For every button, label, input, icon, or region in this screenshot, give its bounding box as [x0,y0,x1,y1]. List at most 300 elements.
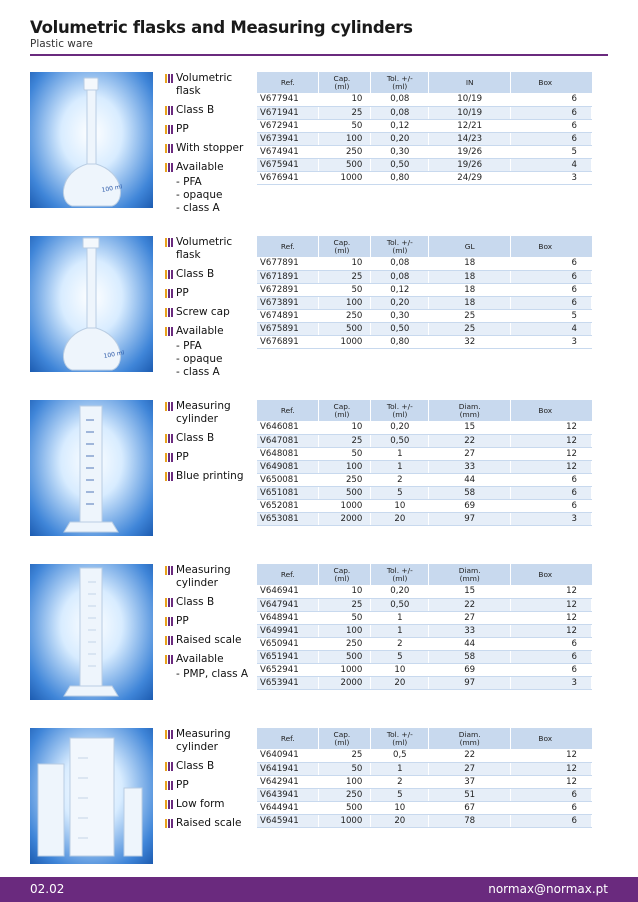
table-header-row [257,564,592,585]
cell-tolerance: 2 [371,473,429,486]
product-section [30,236,608,376]
feature-label: Volumetric flask [176,236,233,261]
cell-box: 6 [511,106,592,119]
bullet-icon [165,781,173,790]
feature-sublist [165,668,257,681]
cell-capacity: 2000 [319,512,371,525]
cell-size: 27 [429,611,511,624]
header-tolerance: Tol. +/- (ml) [371,72,429,93]
cell-tolerance: 20 [371,512,429,525]
feature-list [165,564,257,681]
feature-subitem: - PMP, class A [176,668,249,680]
cell-tolerance: 0,50 [371,158,429,171]
feature-label: PP [176,779,189,791]
feature-label: Measuring cylinder [176,400,231,425]
cell-size: 19/26 [429,145,511,158]
header-capacity: Cap. (ml) [319,728,371,749]
table-row [257,676,592,689]
feature-item [165,451,257,464]
table-row [257,283,592,296]
cell-ref: V646941 [257,585,319,598]
cell-box: 6 [511,257,592,270]
cell-box: 6 [511,499,592,512]
cell-ref: V640941 [257,749,319,762]
cell-ref: V653081 [257,512,319,525]
cell-box: 6 [511,486,592,499]
cell-ref: V653941 [257,676,319,689]
feature-label: Class B [176,104,215,116]
feature-item [165,760,257,773]
cell-box: 4 [511,158,592,171]
feature-list [165,236,257,379]
product-section [30,728,608,868]
cell-box: 6 [511,801,592,814]
cell-size: 58 [429,650,511,663]
feature-item [165,123,257,136]
feature-item [165,236,257,262]
cell-ref: V645941 [257,814,319,827]
cell-box: 12 [511,447,592,460]
cell-capacity: 1000 [319,171,371,184]
cell-tolerance: 0,5 [371,749,429,762]
cell-size: 24/29 [429,171,511,184]
cell-size: 97 [429,676,511,689]
feature-subitem: - class A [176,202,220,214]
cell-capacity: 2000 [319,676,371,689]
feature-label: Class B [176,760,215,772]
table-row [257,663,592,676]
cell-box: 6 [511,650,592,663]
table-row [257,749,592,762]
feature-label: Available [176,161,224,173]
page-number: 02.02 [30,882,65,896]
table-row [257,473,592,486]
spec-table [257,400,592,526]
product-photo [30,564,153,700]
cell-size: 22 [429,434,511,447]
svg-text:100 ml: 100 ml [101,183,123,194]
feature-label: Class B [176,432,215,444]
feature-sublist [165,176,257,215]
cell-box: 12 [511,585,592,598]
cell-tolerance: 20 [371,814,429,827]
cell-box: 3 [511,171,592,184]
table-row [257,93,592,106]
table-row [257,460,592,473]
cell-ref: V648941 [257,611,319,624]
cell-tolerance: 0,12 [371,119,429,132]
cell-ref: V671891 [257,270,319,283]
cell-box: 5 [511,145,592,158]
cell-capacity: 250 [319,145,371,158]
cell-box: 6 [511,93,592,106]
feature-item [165,615,257,628]
header-ref: Ref. [257,236,319,257]
cell-size: 25 [429,309,511,322]
cell-tolerance: 20 [371,676,429,689]
footer-email[interactable]: normax@normax.pt [488,882,608,896]
cell-capacity: 100 [319,460,371,473]
table-row [257,650,592,663]
header-box: Box [511,400,592,421]
table-row [257,119,592,132]
cell-tolerance: 0,08 [371,270,429,283]
cell-tolerance: 0,08 [371,257,429,270]
cell-capacity: 1000 [319,663,371,676]
cell-tolerance: 1 [371,762,429,775]
cell-tolerance: 10 [371,499,429,512]
spec-table [257,72,592,185]
header-box: Box [511,564,592,585]
bullet-icon [165,819,173,828]
cell-tolerance: 0,80 [371,171,429,184]
header-capacity: Cap. (ml) [319,400,371,421]
cell-ref: V643941 [257,788,319,801]
table-row [257,145,592,158]
cell-size: 18 [429,296,511,309]
feature-label: Volumetric flask [176,72,233,97]
cell-ref: V675941 [257,158,319,171]
feature-label: Class B [176,596,215,608]
spec-table [257,564,592,690]
cell-tolerance: 0,30 [371,309,429,322]
cell-size: 44 [429,473,511,486]
cell-size: 51 [429,788,511,801]
header-tolerance: Tol. +/- (ml) [371,564,429,585]
cell-ref: V647941 [257,598,319,611]
bullet-icon [165,270,173,279]
table-row [257,434,592,447]
cell-box: 12 [511,460,592,473]
cell-box: 6 [511,270,592,283]
header-capacity: Cap. (ml) [319,564,371,585]
header-size: IN [429,72,511,93]
feature-label: Blue printing [176,470,244,482]
feature-label: Measuring cylinder [176,728,231,753]
feature-item [165,142,257,155]
cell-ref: V671941 [257,106,319,119]
header-ref: Ref. [257,400,319,421]
cell-ref: V677941 [257,93,319,106]
header-tolerance: Tol. +/- (ml) [371,728,429,749]
cell-capacity: 250 [319,788,371,801]
header-box: Box [511,72,592,93]
feature-list [165,400,257,489]
cell-ref: V644941 [257,801,319,814]
feature-list [165,72,257,215]
cell-ref: V650081 [257,473,319,486]
cell-tolerance: 0,50 [371,434,429,447]
cell-capacity: 500 [319,650,371,663]
header-size: GL [429,236,511,257]
cell-size: 67 [429,801,511,814]
table-row [257,486,592,499]
bullet-icon [165,327,173,336]
cell-box: 6 [511,283,592,296]
header-capacity: Cap. (ml) [319,72,371,93]
cell-capacity: 250 [319,637,371,650]
cell-ref: V676941 [257,171,319,184]
table-row [257,624,592,637]
cell-box: 4 [511,322,592,335]
feature-item [165,432,257,445]
header-capacity: Cap. (ml) [319,236,371,257]
cell-capacity: 50 [319,119,371,132]
cell-ref: V649081 [257,460,319,473]
bullet-icon [165,762,173,771]
feature-item [165,306,257,319]
cell-size: 27 [429,762,511,775]
cell-capacity: 1000 [319,335,371,348]
header-size: Diam. (mm) [429,564,511,585]
feature-item [165,653,257,666]
cell-box: 6 [511,119,592,132]
cell-capacity: 50 [319,762,371,775]
feature-item [165,779,257,792]
cell-ref: V650941 [257,637,319,650]
table-header-row [257,400,592,421]
cell-ref: V676891 [257,335,319,348]
table-row [257,335,592,348]
product-photo [30,728,153,864]
cell-capacity: 250 [319,473,371,486]
cell-box: 6 [511,473,592,486]
cell-ref: V675891 [257,322,319,335]
cell-tolerance: 1 [371,624,429,637]
bullet-icon [165,453,173,462]
cell-tolerance: 0,20 [371,421,429,434]
product-photo [30,236,153,372]
feature-item [165,268,257,281]
cell-box: 12 [511,421,592,434]
bullet-icon [165,636,173,645]
feature-item [165,104,257,117]
cell-tolerance: 0,50 [371,322,429,335]
product-photo [30,400,153,536]
cell-tolerance: 0,30 [371,145,429,158]
cell-size: 12/21 [429,119,511,132]
feature-item [165,564,257,590]
feature-item [165,634,257,647]
bullet-icon [165,238,173,247]
table-row [257,775,592,788]
feature-subitem: - class A [176,366,220,378]
cell-size: 10/19 [429,106,511,119]
table-row [257,158,592,171]
product-section [30,564,608,704]
cell-size: 78 [429,814,511,827]
bullet-icon [165,598,173,607]
cell-capacity: 50 [319,611,371,624]
bullet-icon [165,800,173,809]
cell-ref: V672941 [257,119,319,132]
cell-tolerance: 0,20 [371,296,429,309]
cell-box: 6 [511,663,592,676]
feature-item [165,798,257,811]
footer-bar [0,877,638,902]
cell-capacity: 25 [319,106,371,119]
feature-label: With stopper [176,142,244,154]
feature-subitem: - PFA [176,176,202,188]
bullet-icon [165,144,173,153]
cell-ref: V647081 [257,434,319,447]
feature-label: Screw cap [176,306,230,318]
header-size: Diam. (mm) [429,728,511,749]
bullet-icon [165,566,173,575]
feature-label: Low form [176,798,225,810]
table-row [257,257,592,270]
table-row [257,585,592,598]
feature-item [165,325,257,338]
feature-list [165,728,257,836]
bullet-icon [165,434,173,443]
feature-label: Raised scale [176,634,242,646]
spec-table [257,236,592,349]
cell-box: 6 [511,637,592,650]
cell-ref: V642941 [257,775,319,788]
cell-capacity: 25 [319,598,371,611]
cell-tolerance: 0,12 [371,283,429,296]
cell-box: 12 [511,775,592,788]
cell-tolerance: 1 [371,447,429,460]
table-row [257,801,592,814]
bullet-icon [165,289,173,298]
cell-box: 6 [511,814,592,827]
feature-item [165,400,257,426]
cell-box: 12 [511,624,592,637]
bullet-icon [165,125,173,134]
header-tolerance: Tol. +/- (ml) [371,400,429,421]
cell-capacity: 50 [319,283,371,296]
cell-capacity: 250 [319,309,371,322]
cell-capacity: 25 [319,270,371,283]
feature-item [165,470,257,483]
feature-label: PP [176,451,189,463]
table-row [257,296,592,309]
cell-ref: V641941 [257,762,319,775]
cell-box: 3 [511,335,592,348]
header-ref: Ref. [257,564,319,585]
cell-tolerance: 0,80 [371,335,429,348]
cell-ref: V648081 [257,447,319,460]
cell-tolerance: 5 [371,650,429,663]
cell-ref: V674891 [257,309,319,322]
table-row [257,270,592,283]
cell-capacity: 50 [319,447,371,460]
cell-capacity: 100 [319,296,371,309]
cell-size: 37 [429,775,511,788]
table-row [257,171,592,184]
feature-sublist [165,340,257,379]
header-ref: Ref. [257,72,319,93]
feature-subitem: - opaque [176,353,223,365]
cell-box: 3 [511,512,592,525]
cell-box: 3 [511,676,592,689]
cell-size: 33 [429,460,511,473]
cell-tolerance: 0,20 [371,132,429,145]
cell-size: 22 [429,749,511,762]
header-size: Diam. (mm) [429,400,511,421]
cell-box: 5 [511,309,592,322]
cell-size: 19/26 [429,158,511,171]
cell-tolerance: 0,08 [371,93,429,106]
cell-capacity: 500 [319,486,371,499]
cell-capacity: 500 [319,801,371,814]
cell-size: 58 [429,486,511,499]
cell-capacity: 100 [319,624,371,637]
bullet-icon [165,308,173,317]
cell-size: 32 [429,335,511,348]
page-title: Volumetric flasks and Measuring cylinders [30,18,413,37]
bullet-icon [165,655,173,664]
spec-table [257,728,592,828]
feature-label: PP [176,615,189,627]
cell-capacity: 10 [319,421,371,434]
cell-size: 18 [429,270,511,283]
cell-capacity: 100 [319,775,371,788]
cell-capacity: 10 [319,585,371,598]
cell-ref: V646081 [257,421,319,434]
cell-size: 14/23 [429,132,511,145]
bullet-icon [165,402,173,411]
cell-capacity: 1000 [319,499,371,512]
cell-box: 6 [511,132,592,145]
cell-size: 10/19 [429,93,511,106]
cell-box: 12 [511,611,592,624]
cell-tolerance: 1 [371,460,429,473]
cell-ref: V673891 [257,296,319,309]
table-row [257,598,592,611]
svg-text:100 ml: 100 ml [103,349,125,360]
cell-box: 12 [511,434,592,447]
feature-item [165,72,257,98]
table-header-row [257,236,592,257]
table-row [257,447,592,460]
table-row [257,512,592,525]
cell-size: 69 [429,499,511,512]
cell-ref: V652081 [257,499,319,512]
header-tolerance: Tol. +/- (ml) [371,236,429,257]
feature-subitem: - PFA [176,340,202,352]
cell-tolerance: 2 [371,637,429,650]
cell-tolerance: 1 [371,611,429,624]
table-row [257,637,592,650]
cell-box: 12 [511,762,592,775]
table-row [257,132,592,145]
cell-ref: V651941 [257,650,319,663]
feature-label: Raised scale [176,817,242,829]
header-box: Box [511,728,592,749]
table-row [257,762,592,775]
table-row [257,322,592,335]
cell-ref: V652941 [257,663,319,676]
cell-tolerance: 5 [371,486,429,499]
feature-item [165,287,257,300]
cell-box: 6 [511,296,592,309]
feature-item [165,161,257,174]
feature-item [165,817,257,830]
cell-ref: V673941 [257,132,319,145]
bullet-icon [165,617,173,626]
cell-ref: V672891 [257,283,319,296]
cell-capacity: 10 [319,93,371,106]
cell-capacity: 25 [319,434,371,447]
cell-size: 33 [429,624,511,637]
bullet-icon [165,106,173,115]
feature-label: Measuring cylinder [176,564,231,589]
cell-ref: V674941 [257,145,319,158]
bullet-icon [165,472,173,481]
